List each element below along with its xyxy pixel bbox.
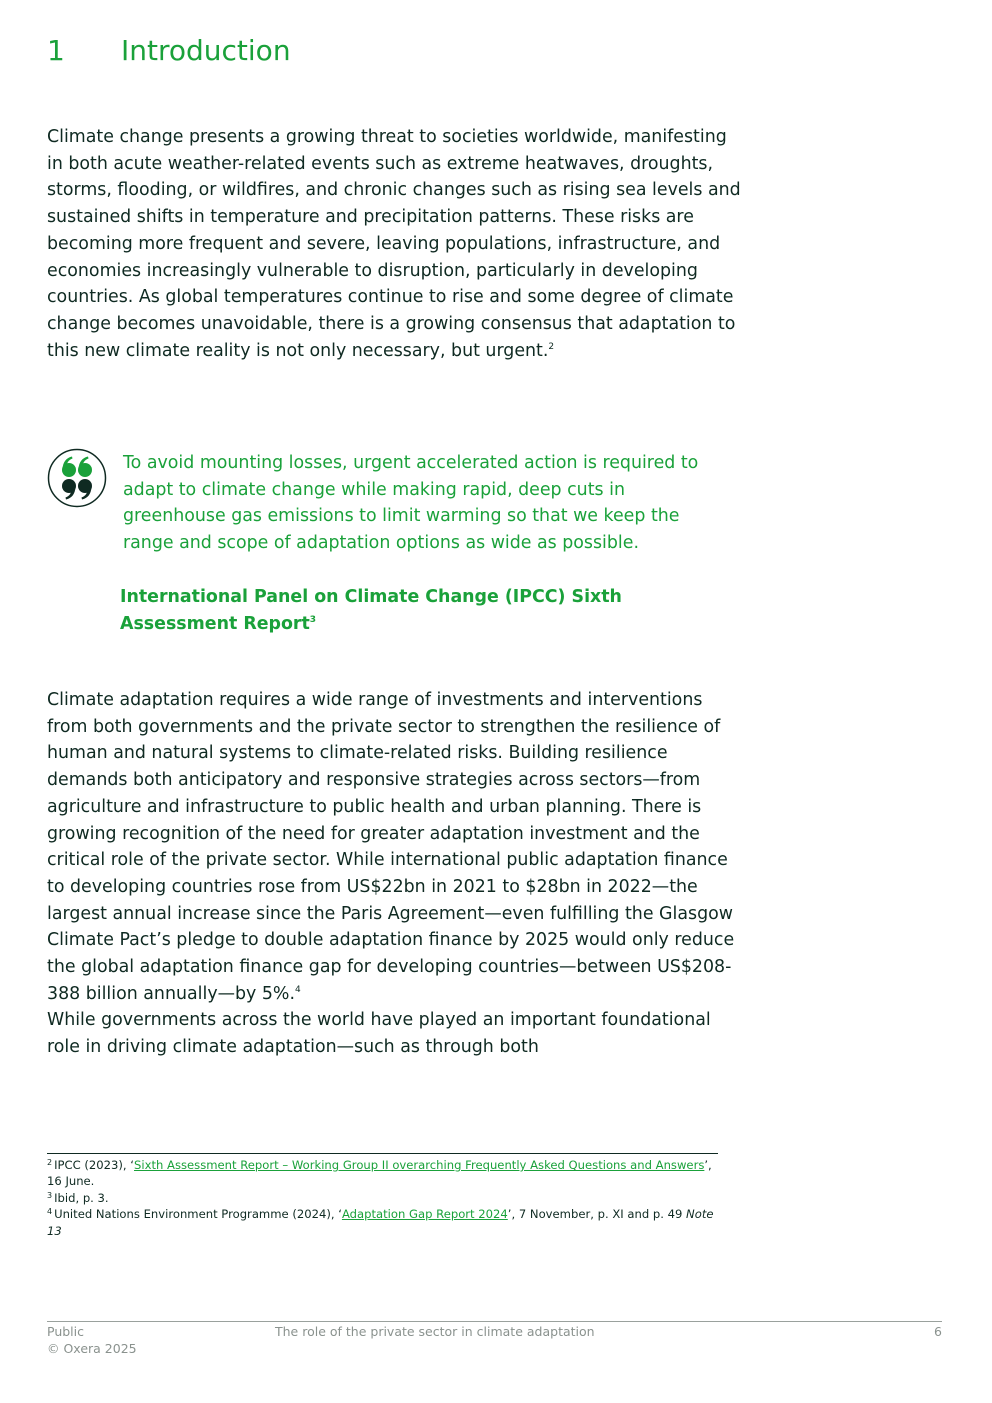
quotation-marks-icon [47, 448, 107, 508]
footnote-prefix: IPCC (2023), ‘ [54, 1158, 134, 1172]
footnote-text: Ibid, p. 3. [54, 1190, 109, 1205]
adaptation-paragraph [47, 687, 747, 1061]
footnote-suffix: ’, 16 June. [47, 1158, 712, 1189]
footnote-prefix: United Nations Environment Programme (2024), ‘ [54, 1207, 342, 1222]
footnote-3 [47, 1190, 727, 1206]
footnote-divider [47, 1153, 718, 1154]
footnote-ref-3[interactable]: 3 [309, 614, 317, 625]
footnote-ref-4[interactable]: 4 [294, 984, 301, 995]
page-number: 6 [934, 1324, 942, 1339]
pull-quote-source [120, 584, 720, 637]
footnotes [47, 1157, 727, 1239]
footnote-note: Note 13 [47, 1207, 714, 1238]
pull-quote-source-text: International Panel on Climate Change (IPCC) Sixth Assessment Report [120, 587, 622, 634]
adaptation-paragraph-continuation: While governments across the world have played an important foundational role in driving climate adaptation—such as through both [47, 1010, 711, 1058]
footer-document-title: The role of the private sector in climate adaptation [275, 1324, 595, 1339]
footer-divider [47, 1321, 942, 1322]
footnote-number: 3 [47, 1190, 53, 1200]
pull-quote-text: To avoid mounting losses, urgent accelerated action is required to adapt to climate change while making rapid, deep cuts in greenhouse gas emissions to limit warming so that we keep the range and scope of adaptation options as wide as possible. [123, 453, 699, 554]
footnote-number: 4 [47, 1207, 53, 1217]
section-heading [47, 34, 291, 67]
adaptation-paragraph-text: Climate adaptation requires a wide range of investments and interventions from both governments and the private sector to strengthen the resilience of human and natural systems to climate-related risks. Building resilience demands both anticipatory and responsive strategies across sectors—from agriculture and infrastructure to public health and urban planning. There is growing recognition of the need for greater adaptation investment and the critical role of the private sector. While international public adaptation finance to developing countries rose from US$22bn in 2021 to $28bn in 2022—the largest annual increase since the Paris Agreement—even fulfilling the Glasgow Climate Pact’s pledge to double adaptation finance by 2025 would only reduce the global adaptation finance gap for developing countries—between US$208-388 billion annually—by 5%. [47, 690, 735, 1004]
footnote-number: 2 [47, 1158, 53, 1167]
footer-classification: Public [47, 1324, 84, 1339]
section-title: Introduction [121, 34, 291, 67]
footnote-ref-2[interactable]: 2 [548, 341, 555, 352]
footnote-2 [47, 1157, 727, 1190]
footnote-4 [47, 1206, 727, 1239]
footnote-link-ipcc-report[interactable]: Sixth Assessment Report – Working Group II overarching Frequently Asked Questions and Answers [134, 1158, 705, 1172]
intro-paragraph-text: Climate change presents a growing threat to societies worldwide, manifesting in both acute weather-related events such as extreme heatwaves, droughts, storms, flooding, or wildfires, and chronic changes such as rising sea levels and sustained shifts in temperature and precipitation patterns. These risks are becoming more frequent and severe, leaving populations, infrastructure, and economies increasingly vulnerable to disruption, particularly in developing countries. As global temperatures continue to rise and some degree of climate change becomes unavoidable, there is a growing consensus that adaptation to this new climate reality is not only necessary, but urgent. [47, 127, 741, 361]
intro-paragraph [47, 124, 747, 364]
footer-left [47, 1323, 137, 1357]
footer-copyright: © Oxera 2025 [47, 1341, 137, 1356]
section-number: 1 [47, 34, 65, 67]
footnote-link-adaptation-gap-report[interactable]: Adaptation Gap Report 2024 [341, 1207, 508, 1222]
footnote-suffix: ’, 7 November, p. XI and p. 49 [507, 1207, 687, 1222]
